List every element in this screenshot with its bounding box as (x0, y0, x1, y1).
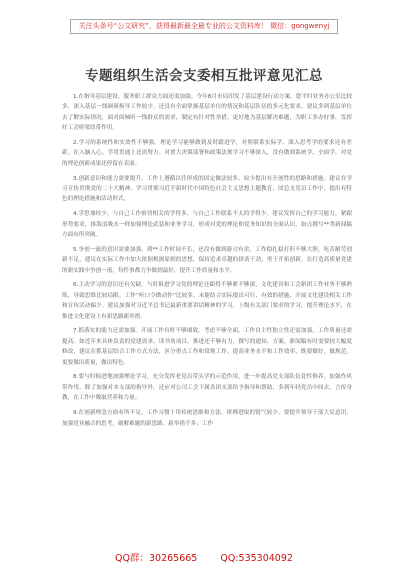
paragraph-6: 6.主动学习的意识还有欠缺。与时俱进学习党的理论还跟得不够紧不够深，文化建设和工会新团工作业务不够熟练，导致思维比较局限。工作“听口令做动作”比较多，未能结合实际提出可行、有效的措施，开展文化建设相关工作和宣传活动偏少。建议加强对习近平总书记最新重要讲话精神的学习，上级有关部门要求的学习，提升理论水平，在推进文化建设上有新思路新举措。 (62, 282, 352, 320)
paragraph-8: 8.要与时俱进地加强理论学习，充分发挥老党员带头学的示范作用，进一步提高党支部队伍党性修养。加强作风带作用，除了加强对本支部的指导外，还应对公司工会下属各团支部给予指导和帮助，多到年轻党员中间去，言传身教，在工作中吸取营养和力量。 (62, 374, 352, 402)
paragraph-4: 4.学思兼经少，与自己工作密切相关的学得多，与自己工作联系不太的学得少。建议发挥自己的学习能力，紧跟形势要求，推海浪吸水一样加强理论武装和业务学习，形成对党的理论和党务知识的全面认识，如点撰写**类新闻稿方面有所突破。 (62, 211, 352, 239)
paragraph-7: 7.抓落实的能力还需加强。开展工作有时不够细致，考虑不够全面，工作自主性独立性还需加强，工作质量还需提高。如近年来具体负责的党建需求、读书角项目，推进还不够有力，撰写的通知、方案、新闻稿有时需要较大幅度修改，建议在抓基层结合工作方式方法，区分重点工作和常规工作，提高业务水平和工作效率，既要做好，做规范，更要做出质量，做出特色。 (62, 328, 352, 366)
promo-banner: 关注头条号“公文研究”，获得最新最全最专业的公文资料库！ 微信：gongwenyj (70, 19, 339, 34)
footer-qq-group: QQ群：30265665 (115, 553, 198, 564)
paragraph-2: 2.学习的系统性和实效性不够强。理论学习能够做到及时跟进学，对照联系实际学、深入思考学的要求还有差距。在入脑入心、学用贯通上还需努力。对重大决策部署和政策法规学习不够深入，没有做到系统学、全面学，对党的理论创新成果还停留在表面。 (62, 140, 352, 167)
document-title: 专题组织生活会支委相互批评意见汇总 (85, 68, 323, 84)
paragraph-9: 9.在创新理念方面有所不足。工作习惯于用传统思维和方法，拼搏进取的锐气较少。要提升领导干部大局意识，加强党业融合的思考，破解难题的新思路、新举措不多；工作 (62, 410, 352, 427)
footer-contact (0, 550, 408, 564)
paragraph-5: 5.争创一流的意识需要加强。到**工作时间不长，还没有做到游刃有余，工作稳扎稳打但不够大胆，吃苦耐劳创新不足，建议在实际工作中加大依据根据原则的思想，保持追求卓越的拼劲干劲，勇于开拓创新，在打造高质量党建的新实践中争创一流，每件事都力争做到最好，提升工作质量和水平。 (62, 246, 352, 274)
footer-qq: QQ:535304092 (220, 553, 293, 564)
header-banner-container (0, 13, 408, 34)
document-body (62, 92, 352, 433)
paragraph-1: 1.在指导基层建设、服务职工群众方面还需加强。今年8月市局印发了基层建设行动方案，您平时业务办公室比较多，深入基层一线调研指导工作较少，还没有全面掌握基层单位的情况和基层队伍的多元化要求。建议多到基层单位去了解实际情况，面对面倾听一线群众的需求，制定有针对性举措，更好地为基层解决难题，为职工多办好事，发挥好工会桥梁纽带作用。 (62, 94, 352, 132)
paragraph-3: 3.创新意识和能力需要提升。工作上遵循以往形成的固定做法较多，较少提出有开创性的思路和措施。建议在学习宣传贯彻党的二十大精神、学习贯彻习近平新时代中国特色社会主义思想主题教育、团总支党员工作中，提出有特色的理论措施和活动形式。 (62, 175, 352, 203)
